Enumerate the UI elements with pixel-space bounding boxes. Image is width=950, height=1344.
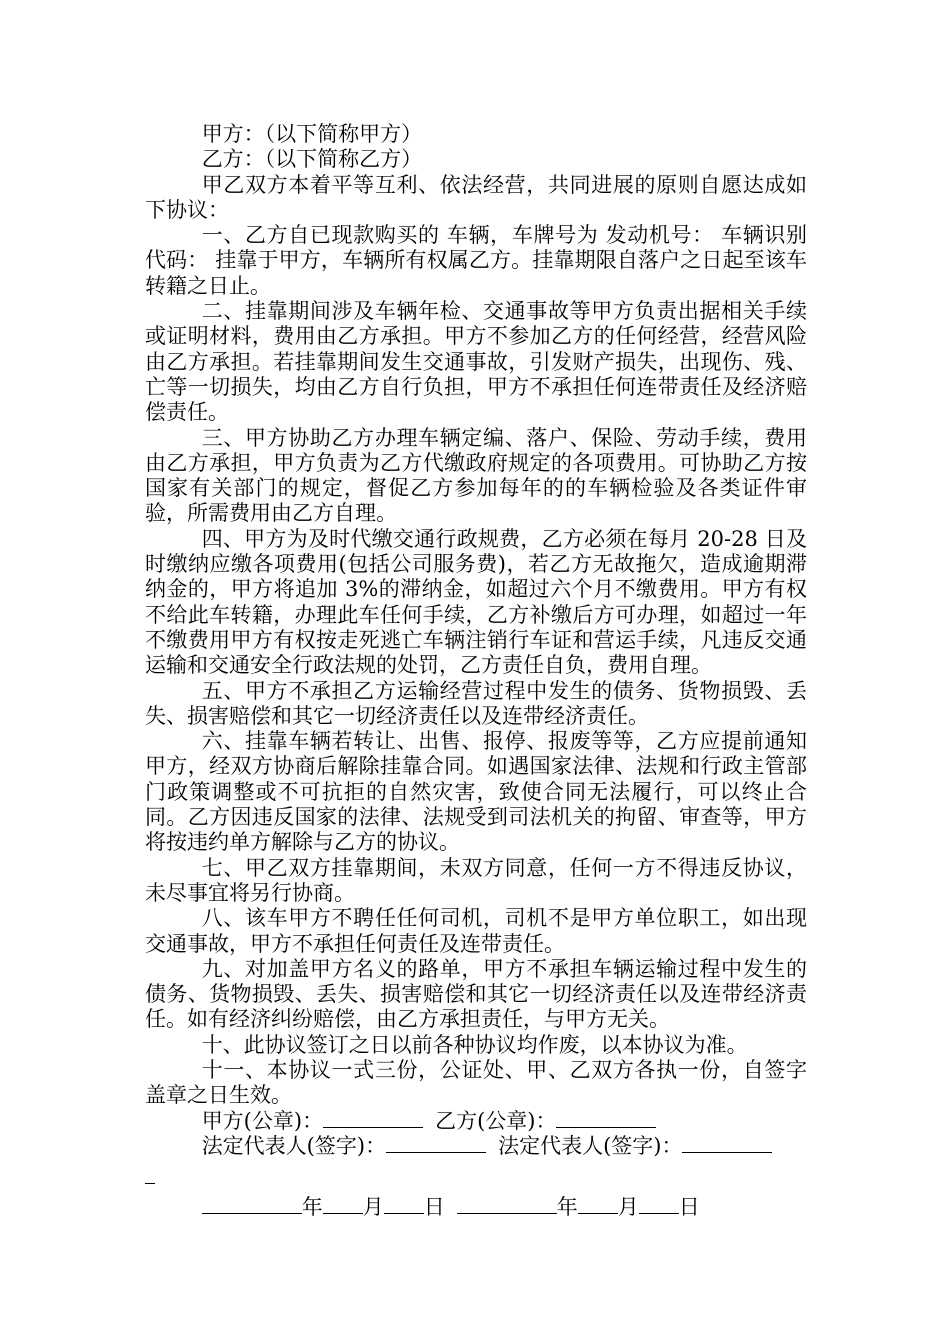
date-a-month-blank <box>323 1195 363 1214</box>
rep-b-label: 法定代表人(签字)： <box>498 1133 683 1158</box>
party-a-seal-blank <box>323 1109 423 1128</box>
date-line <box>145 1195 807 1220</box>
date-a-day-blank <box>384 1195 424 1214</box>
date-b-year: 年 <box>556 1195 578 1220</box>
rep-a-blank <box>386 1134 486 1153</box>
clause-8: 八、该车甲方不聘任任何司机，司机不是甲方单位职工，如出现交通事故，甲方不承担任何责任及连带责任。 <box>145 906 807 956</box>
clause-3: 三、甲方协助乙方办理车辆定编、落户、保险、劳动手续，费用由乙方承担，甲方负责为乙方代缴政府规定的各项费用。可协助乙方按国家有关部门的规定，督促乙方参加每年的的车辆检验及各类证件审验，所需费用由乙方自理。 <box>145 425 807 526</box>
date-b-day-blank <box>639 1195 679 1214</box>
contract-document <box>145 122 807 1220</box>
clause-10: 十、此协议签订之日以前各种协议均作废，以本协议为准。 <box>201 1032 748 1057</box>
date-a-day: 日 <box>423 1195 445 1220</box>
rep-a-label: 法定代表人(签字)： <box>201 1133 387 1158</box>
clause-2: 二、挂靠期间涉及车辆年检、交通事故等甲方负责出据相关手续或证明材料，费用由乙方承担。甲方不参加乙方的任何经营，经营风险由乙方承担。若挂靠期间发生交通事故，引发财产损失，出现伤、残、亡等一切损失，均由乙方自行负担，甲方不承担任何连带责任及经济赔偿责任。 <box>145 299 807 425</box>
date-b-year-blank <box>457 1195 557 1214</box>
date-a-year-blank <box>202 1195 302 1214</box>
clause-7: 七、甲乙双方挂靠期间，未双方同意，任何一方不得违反协议，未尽事宜将另行协商。 <box>145 855 807 905</box>
rep-b-blank <box>682 1134 772 1153</box>
date-b-day: 日 <box>678 1195 700 1220</box>
date-a-month: 月 <box>362 1195 384 1220</box>
clause-1: 一、乙方自已现款购买的 车辆，车牌号为 发动机号： 车辆识别代码： 挂靠于甲方，车辆所有权属乙方。挂靠期限自落户之日起至该车转籍之日止。 <box>145 223 807 298</box>
party-a-seal-label: 甲方(公章)： <box>201 1108 324 1133</box>
party-b-line: 乙方：（以下简称乙方） <box>201 147 423 172</box>
representative-line <box>145 1134 807 1159</box>
clause-9: 九、对加盖甲方名义的路单，甲方不承担车辆运输过程中发生的债务、货物损毁、丢失、损害赔偿和其它一切经济责任以及连带经济责任。如有经济纠纷赔偿，由乙方承担责任，与甲方无关。 <box>145 956 807 1032</box>
seal-line <box>145 1109 807 1134</box>
preamble: 甲乙双方本着平等互利、依法经营，共同进展的原则自愿达成如下协议： <box>145 172 807 222</box>
overflow-underline <box>145 1165 807 1185</box>
clause-11: 十一、本协议一式三份，公证处、甲、乙双方各执一份，自签字盖章之日生效。 <box>145 1057 807 1108</box>
party-a-line: 甲方：（以下简称甲方） <box>201 122 423 146</box>
date-b-month: 月 <box>617 1195 639 1220</box>
clause-5: 五、甲方不承担乙方运输经营过程中发生的债务、货物损毁、丢失、损害赔偿和其它一切经济责任以及连带经济责任。 <box>145 678 807 728</box>
clause-4: 四、甲方为及时代缴交通行政规费，乙方必须在每月 20-28 日及时缴纳应缴各项费用(包括公司服务费)，若乙方无故拖欠，造成逾期滞纳金的，甲方将追加 3%的滞纳金，如超过六个月不缴费用。甲方有权不给此车转籍，办理此车任何手续，乙方补缴后方可办理，如超过一年不缴费用甲方有权按走死逃亡车辆注销行车证和营运手续，凡违反交通运输和交通安全行政法规的处罚，乙方责任自负，费用自理。 <box>145 526 807 678</box>
date-a-year: 年 <box>301 1195 323 1220</box>
party-b-seal-label: 乙方(公章)： <box>435 1108 557 1133</box>
date-b-month-blank <box>578 1195 618 1214</box>
clause-6: 六、挂靠车辆若转让、出售、报停、报废等等，乙方应提前通知甲方，经双方协商后解除挂靠合同。如遇国家法律、法规和行政主管部门政策调整或不可抗拒的自然灾害，致使合同无法履行，可以终止合同。乙方因违反国家的法律、法规受到司法机关的拘留、审查等，甲方将按违约单方解除与乙方的协议。 <box>145 729 807 855</box>
party-b-seal-blank <box>556 1109 656 1128</box>
